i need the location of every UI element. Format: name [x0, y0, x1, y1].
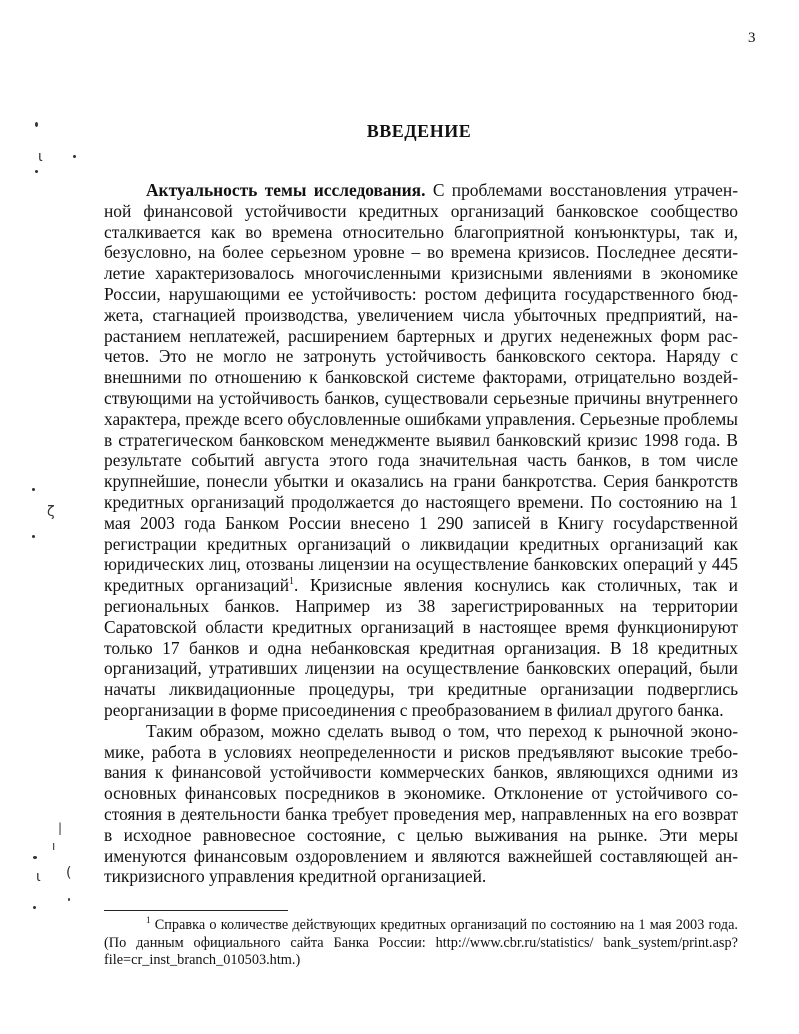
- scan-speck: [32, 488, 35, 491]
- footnote: [104, 917, 738, 970]
- scan-mark: (: [66, 865, 72, 881]
- footnote-paragraph: [104, 917, 738, 970]
- scan-mark: ı: [52, 839, 56, 853]
- footnote-text: Справка о количестве действующих кредитных организаций по состоянию на 1 мая 2003 года. (По данным официального сайта Банка России: http://www.cbr.ru/statistics/ bank_system/print.asp?file=cr_inst_branch_010503.htm.): [104, 917, 738, 969]
- scan-speck: [35, 122, 38, 127]
- scan-mark: |: [58, 821, 63, 835]
- section-title: ВВЕДЕНИЕ: [366, 121, 472, 141]
- page-number: 3: [748, 30, 756, 46]
- scan-speck: [35, 170, 38, 173]
- paragraph-relevance: [104, 180, 738, 721]
- scan-speck: [33, 906, 36, 909]
- scan-mark: ζ: [47, 504, 55, 520]
- scan-speck: [33, 856, 37, 859]
- scan-mark: ι: [36, 869, 41, 885]
- scan-speck: [68, 898, 70, 901]
- scan-mark: ι: [38, 149, 43, 165]
- paragraph-lead: Актуальность темы исследования.: [146, 180, 426, 200]
- paragraph-text: С проблемами восстановления утраченной финансовой устойчивости кредитных организаций банковское сообщество сталкивается как во времена относительно благоприятной конъюнктуры, так и, безусловно, на более серьезном уровне – во времена кризисов. Последнее десятилетие характеризовалось многочисленными кризисными явлениями в экономике России, нарушающими ее устойчивость: ростом дефицита государственного бюджета, стагнацией производства, увеличением числа убыточных предприятий, нарастанием неплатежей, расширением бартерных и других неденежных форм расчетов. Это не могло не затронуть устойчивость банковского сектора. Наряду с внешними по отношению к банковской системе факторами, отрицательно воздействующими на устойчивость банков, существовали серьезные причины внутреннего характера, прежде всего обусловленные ошибками управления. Серьезные проблемы в стратегическом банковском менеджменте выявил банковский кризис 1998 года. В результате событий августа этого года значительная часть банков, в том числе крупнейшие, понесли убытки и оказались на грани банкротства. Серия банкротств кредитных организаций продолжается до настоящего времени. По состоянию на 1 мая 2003 года Банком России внесено 1 290 записей в Книгу госуdарственной регистрации кредитных организаций о ликвидации кредитных организаций как юридических лиц, отозваны лицензии на осуществление банковских операций у 445 кредитных организаций: [104, 180, 738, 596]
- paragraph-text-continued: . Кризисные явления коснулись как столичных, так и региональных банков. Например из 38 зарегистрированных на территории Саратовской области кредитных организаций в настоящее время функционируют только 17 банков и одна небанковская кредитная организация. В 18 кредитных организаций, утративших лицензии на осуществление банковских операций, были начаты ликвидационные процедуры, три кредитные организации подверглись реорганизации в форме присоединения с преобразованием в филиал другого банка.: [104, 575, 738, 720]
- footnote-marker: 1: [146, 915, 151, 926]
- scan-speck: [73, 155, 76, 158]
- scan-speck: [32, 535, 35, 538]
- main-text: [104, 180, 738, 887]
- paragraph-conclusion: Таким образом, можно сделать вывод о том, что переход к рыночной экономике, работа в условиях неопределенности и рисков предъявляют высокие требования к финансовой устойчивости коммерческих банков, являющихся одними из основных финансовых посредников в экономике. Отклонение от устойчивого состояния в деятельности банка требует проведения мер, направленных на его возврат в исходное равновесное состояние, с целью выживания на рынке. Эти меры именуются финансовым оздоровлением и являются важнейшей составляющей антикризисного управления кредитной организацией.: [104, 720, 738, 887]
- footnote-reference: 1: [289, 576, 295, 588]
- footnote-divider: [104, 910, 288, 911]
